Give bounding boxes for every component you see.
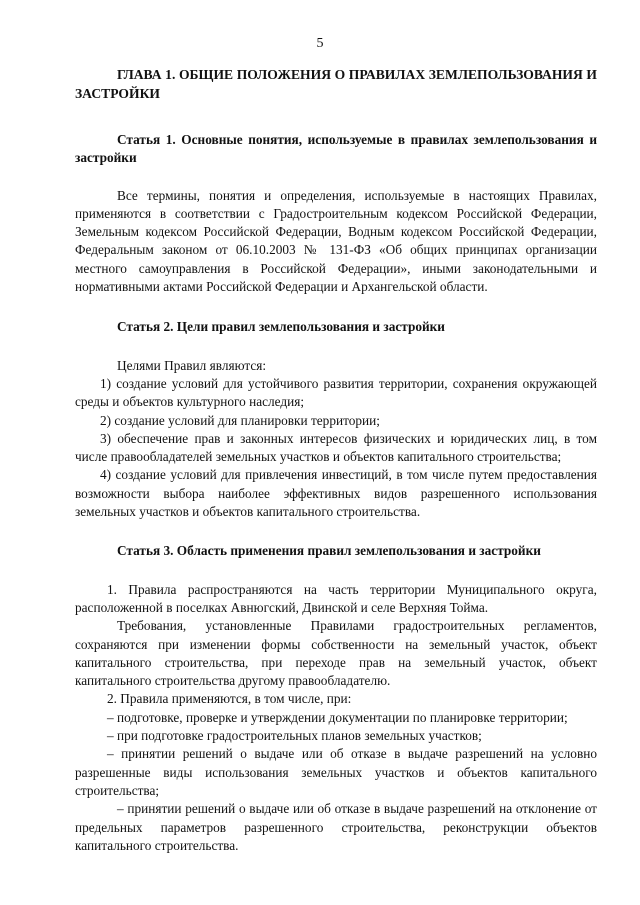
article-1-title: Статья 1. Основные понятия, используемые в правилах землепользования и застройки: [75, 132, 597, 166]
article-2-item-2: 2) создание условий для планировки территории;: [100, 412, 380, 428]
page-content: [75, 66, 597, 855]
article-3-paragraph-1: 1. Правила распространяются на часть территории Муниципального округа, расположенной в поселках Авнюгский, Двинской и селе Верхняя Тойма.: [75, 581, 597, 615]
article-3-paragraph-2: Требования, установленные Правилами градостроительных регламентов, сохраняются при изменении формы собственности на земельный участок, объект капитального строительства, при переходе прав на земельный участок, объект капитального строительства другому правообладателю.: [75, 618, 597, 689]
article-3-body: [75, 581, 597, 855]
page-number: 5: [316, 36, 324, 51]
article-3-title: Статья 3. Область применения правил землепользования и застройки: [117, 543, 541, 559]
article-2-title: Статья 2. Цели правил землепользования и застройки: [117, 319, 445, 335]
chapter-title: ГЛАВА 1. ОБЩИЕ ПОЛОЖЕНИЯ О ПРАВИЛАХ ЗЕМЛЕПОЛЬЗОВАНИЯ И ЗАСТРОЙКИ: [75, 67, 597, 101]
article-3-item-4: – принятии решений о выдаче или об отказе в выдаче разрешений на отклонение от предельных параметров разрешенного строительства, реконструкции объектов капитального строительства.: [75, 801, 597, 853]
article-1-paragraph: Все термины, понятия и определения, используемые в настоящих Правилах, применяются в соответствии с Градостроительным кодексом Российской Федерации, Земельным кодексом Российской Федерации, Водным кодексом Российской Федерации, Федеральным законом от 06.10.2003 № 131-ФЗ «Об общих принципах организации местного самоуправления в Российской Федерации», иными законодательными и нормативными актами Российской Федерации и Архангельской области.: [75, 187, 597, 295]
article-2-body: [75, 357, 597, 522]
article-3-item-3: – принятии решений о выдаче или об отказе в выдаче разрешений на условно разрешенные виды использования земельных участков и объектов капитального строительства;: [75, 746, 597, 798]
article-3-paragraph-3: 2. Правила применяются, в том числе, при:: [107, 691, 352, 707]
article-2-item-4: 4) создание условий для привлечения инвестиций, в том числе путем предоставления возможности выбора наиболее эффективных видов разрешенного использования земельных участков и объектов капитального строительства.: [75, 467, 597, 520]
article-2-intro: Целями Правил являются:: [117, 357, 267, 373]
article-2-item-3: 3) обеспечение прав и законных интересов физических и юридических лиц, в том числе правообладателей земельных участков и объектов капитального строительства;: [75, 430, 597, 465]
article-2-item-1: 1) создание условий для устойчивого развития территории, сохранения окружающей среды и объектов культурного наследия;: [75, 375, 597, 410]
article-1-body: [75, 187, 597, 297]
article-3-item-1: – подготовке, проверке и утверждении документации по планировке территории;: [107, 709, 568, 725]
article-3-item-2: – при подготовке градостроительных планов земельных участков;: [107, 728, 482, 744]
